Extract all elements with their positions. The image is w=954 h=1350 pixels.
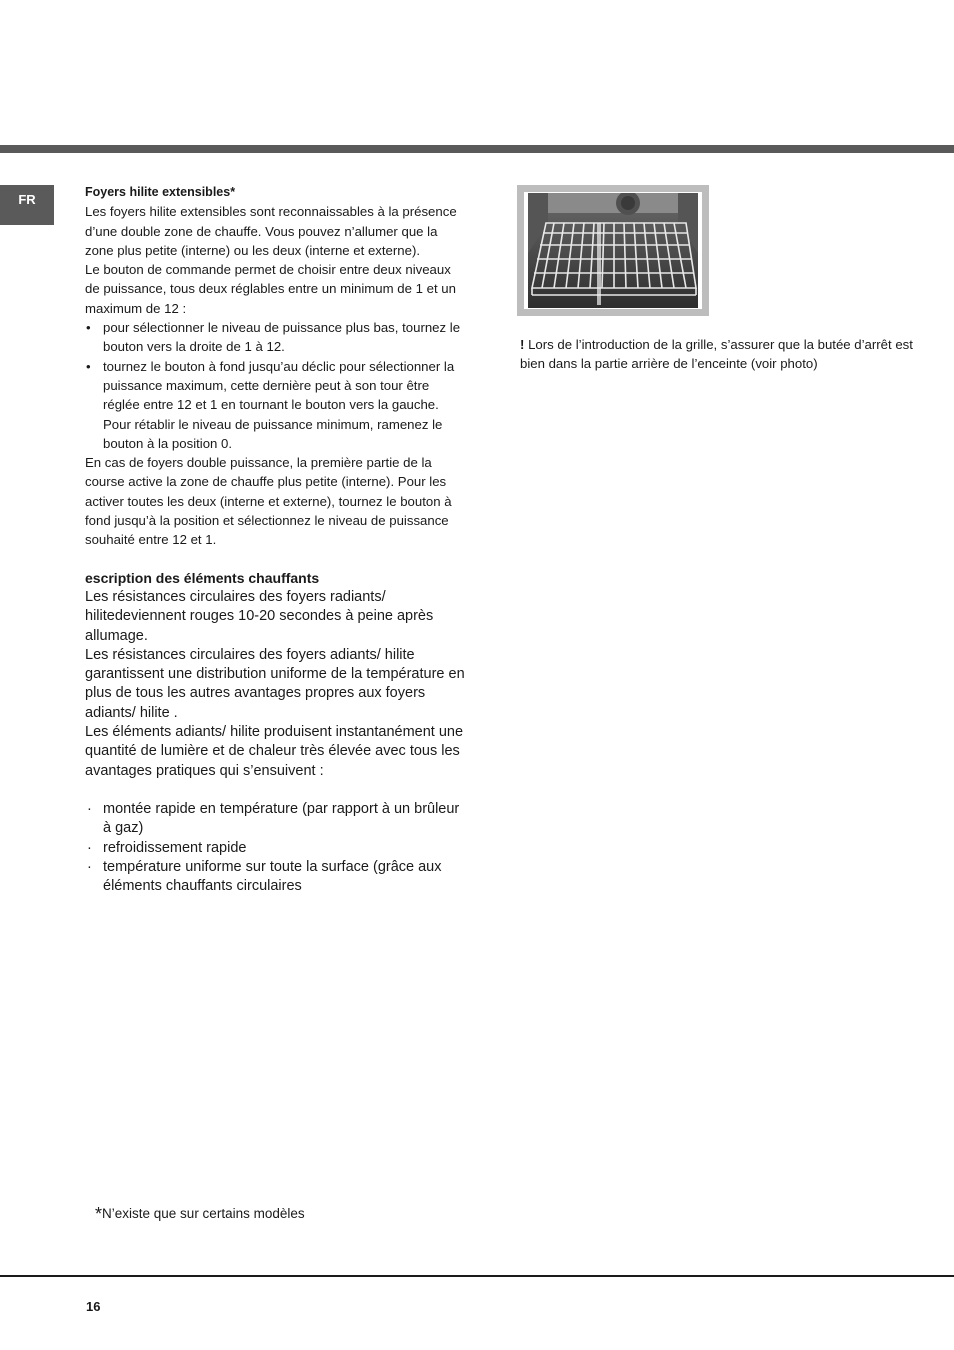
section1-para2: Le bouton de commande permet de choisir entre deux niveaux de puissance, tous deux réglables entre un minimum de 1 et un maximum de 12 : [85,262,456,316]
note-text: Lors de l’introduction de la grille, s’assurer que la butée d’arrêt est bien dans la partie arrière de l’enceinte (voir photo) [520,337,913,372]
bullet-item: • pour sélectionner le niveau de puissance plus bas, tournez le bouton vers la droite de 1 à 12. [85,318,465,357]
rack-note [520,335,920,374]
oven-rack-photo [517,185,709,316]
bullet-item: • tournez le bouton à fond jusqu’au déclic pour sélectionner la puissance maximum, cette dernière peut à son tour être réglée entre 12 et 1 en tournant le bouton vers la gauche. Pour rétablir le niveau de puissance minimum, ramenez le bouton à la position 0. [85,357,465,453]
section2-para3: Les éléments adiants/ hilite produisent instantanément une quantité de lumière et de chaleur très élevée avec tous les avantages pratiques qui s’ensuivent : [85,724,464,779]
section2 [85,569,465,897]
footnote-star: * [95,1204,103,1224]
header-bar [0,145,954,153]
warning-mark: ! [520,337,525,352]
section2-para2: Les résistances circulaires des foyers adiants/ hilite garantissent une distribution uniforme de la température en plus de tous les autres avantages propres aux foyers adiants/ hilite . [85,646,465,721]
section2-heading: escription des éléments chauffants [85,569,320,586]
section1-para3: En cas de foyers double puissance, la première partie de la course active la zone de chauffe plus petite (interne). Pour les activer toutes les deux (interne et externe), tournez le bouton à fond jusqu’à la position et sélectionnez le niveau de puissance souhaité entre 12 et 1. [85,455,452,548]
list-item: · refroidissement rapide [85,839,465,858]
section2-para1: Les résistances circulaires des foyers radiants/ hilitedeviennent rouges 10-20 secondes à peine après allumage. [85,588,434,644]
footnote [95,1206,305,1227]
page-number: 16 [86,1299,101,1314]
section1-bullets [85,318,465,453]
language-tab: FR [0,185,54,225]
left-column [85,183,465,896]
list-item: · température uniforme sur toute la surface (grâce aux éléments chauffants circulaires [85,858,465,897]
list-item: · montée rapide en température (par rapport à un brûleur à gaz) [85,800,465,839]
section2-list [85,800,465,896]
footer-rule [0,1275,954,1277]
oven-rack-illustration [528,193,698,308]
section1-para1: Les foyers hilite extensibles sont reconnaissables à la présence d’une double zone de chauffe. Vous pouvez n’allumer que la zone plus petite (interne) ou les deux (interne et externe). [85,204,457,258]
footnote-text: N’existe que sur certains modèles [102,1206,305,1221]
section1-heading: Foyers hilite extensibles* [85,185,236,199]
